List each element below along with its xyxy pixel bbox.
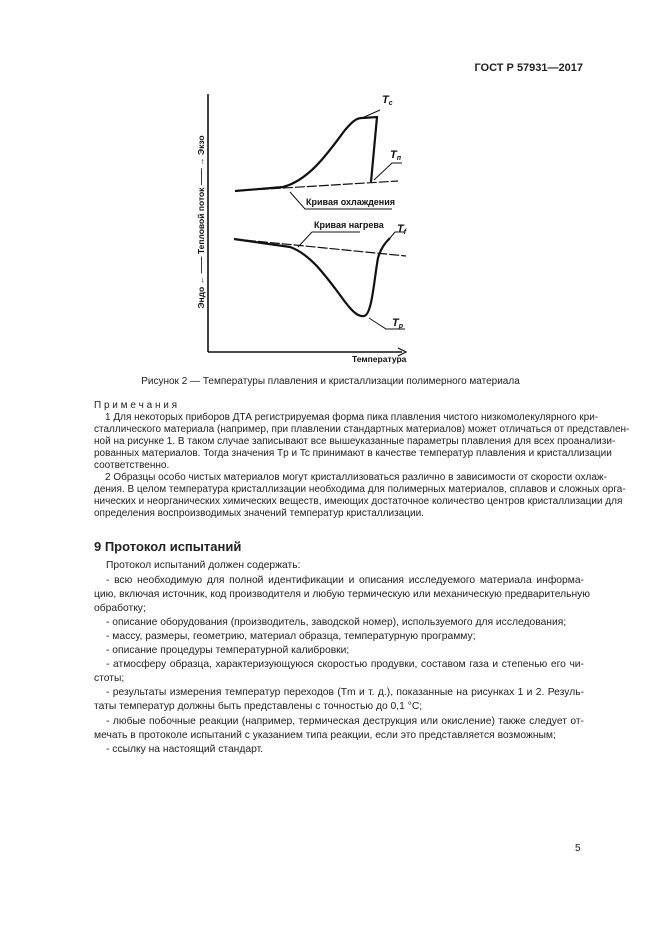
x-axis-label: Температура bbox=[352, 354, 407, 364]
body-line: - описание оборудования (производитель, заводской номер), используемого для исследования; bbox=[106, 617, 567, 628]
note-line: соответственно. bbox=[94, 460, 170, 471]
y-axis-label: Эндо ← —— Тепловой поток —— → Экзо bbox=[196, 135, 206, 309]
body-line: обработку; bbox=[94, 603, 146, 614]
dsc-figure bbox=[0, 0, 661, 375]
svg-text:Tп: Tп bbox=[390, 149, 402, 162]
note-line: 1 Для некоторых приборов ДТА регистрируемая форма пика плавления чистого низкомолекулярного кри- bbox=[105, 412, 599, 423]
note-line: нических и неорганических химических веществ, имеющих достаточное количество центров кристаллизации для bbox=[94, 496, 623, 507]
svg-text:Tc: Tc bbox=[382, 94, 393, 107]
svg-text:Tf: Tf bbox=[397, 223, 407, 236]
standard-number: ГОСТ Р 57931—2017 bbox=[474, 62, 583, 74]
page-number: 5 bbox=[575, 843, 581, 854]
note-line: сталлического материала (например, при плавлении стандартных материалов) может отличаться от представлен- bbox=[94, 424, 630, 435]
svg-text:Tp: Tp bbox=[392, 317, 404, 330]
cooling-label: Кривая охлаждения bbox=[306, 197, 396, 207]
note-line: 2 Образцы особо чистых материалов могут кристаллизоваться различно в зависимости от скорости охлаж- bbox=[105, 472, 607, 483]
body-line: - любые побочные реакции (например, термическая деструкция или окисление) также следует от- bbox=[106, 716, 584, 727]
figure-caption: Рисунок 2 — Температуры плавления и кристаллизации полимерного материала bbox=[141, 376, 520, 387]
body-line: - массу, размеры, геометрию, материал образца, температурную программу; bbox=[106, 631, 476, 642]
cooling-curve bbox=[235, 117, 377, 191]
note-line: дения. В целом температура кристаллизации необходима для полимерных материалов, сплавов и сложных орга- bbox=[94, 484, 626, 495]
arrow-tn bbox=[374, 163, 402, 180]
note-line: ной на рисунке 1. В таком случае записывают все вышеуказанные параметры плавления для всех проанализи- bbox=[94, 436, 616, 447]
section-heading: 9 Протокол испытаний bbox=[94, 539, 242, 554]
note-line: определения воспроизводимых значений температур кристаллизации. bbox=[94, 508, 424, 519]
body-line: - описание процедуры температурной калибровки; bbox=[106, 645, 350, 656]
notes-title: П р и м е ч а н и я bbox=[94, 400, 178, 411]
body-line: таты температур должны быть представлены с точностью до 0,1 °С; bbox=[94, 701, 423, 712]
body-line: цию, включая источник, код производителя и любую термическую или механическую предварительную bbox=[94, 589, 591, 600]
body-line: стоты; bbox=[94, 673, 125, 684]
body-line: мечать в протоколе испытаний с указанием типа реакции, если это представляется возможным; bbox=[94, 730, 556, 741]
body-line: - ссылку на настоящий стандарт. bbox=[106, 744, 264, 755]
body-line: - атмосферу образца, характеризующуюся скоростью продувки, составом газа и степенью его чи- bbox=[106, 659, 584, 670]
body-line: - всю необходимую для полной идентификации и описания исследуемого материала информа- bbox=[106, 575, 584, 586]
heating-curve bbox=[234, 238, 390, 316]
note-line: рованных материалов. Тогда значения Tp и Tc принимают в качестве температур плавления и кристаллизации bbox=[94, 448, 612, 459]
body-line: Протокол испытаний должен содержать: bbox=[106, 560, 301, 571]
body-line: - результаты измерения температур переходов (Tm и т. д.), показанные на рисунках 1 и 2. Резуль- bbox=[106, 687, 584, 698]
heating-label: Кривая нагрева bbox=[314, 220, 384, 230]
